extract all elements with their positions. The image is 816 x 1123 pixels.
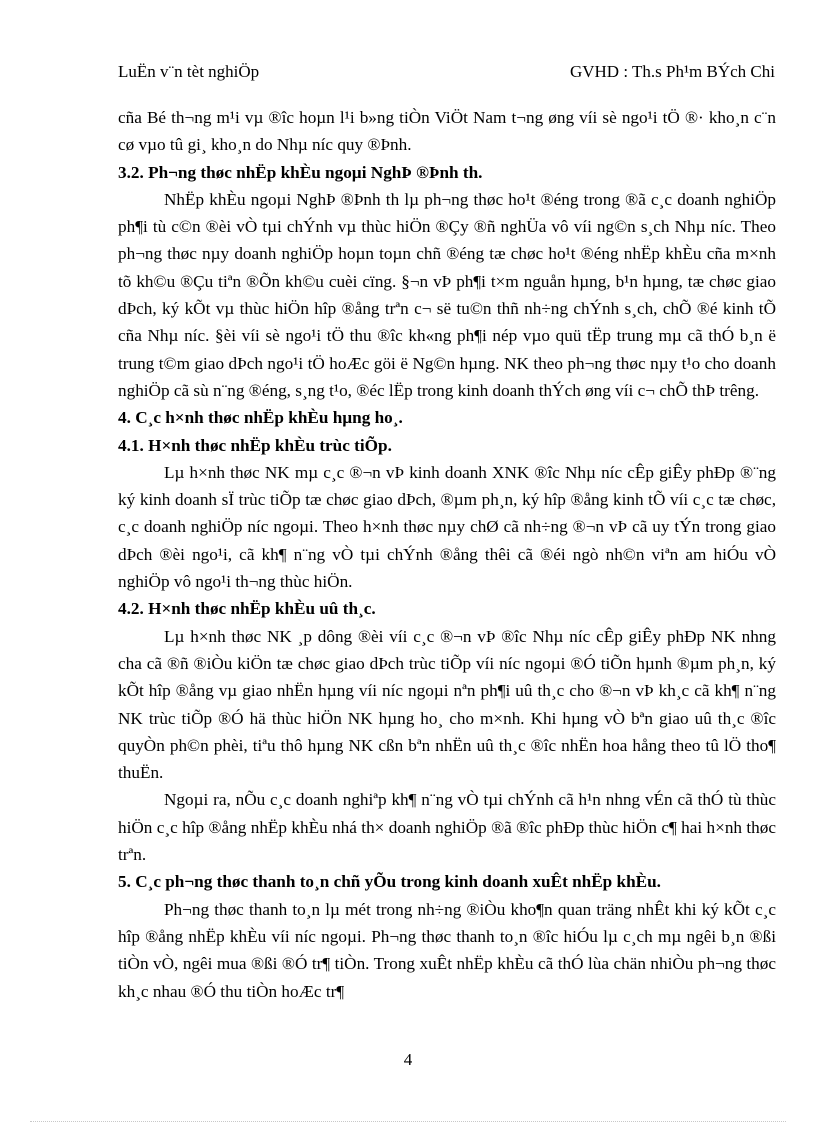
- page-bottom-divider: [30, 1121, 786, 1122]
- paragraph-payment-methods: Ph¬ng thøc thanh to¸n lµ mét trong nh÷ng ®iÒu kho¶n quan träng nhÊt khi ký kÕt c¸c hîp ®ång nhËp khÈu víi níc ngoµi. Ph¬ng thøc thanh to¸n ®îc hiÓu lµ c¸ch mµ ngêi b¸n ®ßi tiÒn vÒ, ngêi mua ®ßi ®Ó tr¶ tiÒn. Trong xuÊt nhËp khÈu cã thÓ lùa chän nhiÒu ph¬ng thøc kh¸c nhau ®Ó thu tiÒn hoÆc tr¶: [118, 899, 776, 1001]
- section-heading-3-2: 3.2. Ph¬ng thøc nhËp khÈu ngoµi NghÞ ®Þnh th.: [118, 162, 483, 182]
- header-thesis-title: LuËn v¨n tèt nghiÖp: [118, 62, 260, 81]
- paragraph-non-protocol-import: NhËp khÈu ngoµi NghÞ ®Þnh th lµ ph¬ng thøc ho¹t ®éng trong ®ã c¸c doanh nghiÖp ph¶i tù c©n ®èi vÒ tµi chÝnh vµ thùc hiÖn ®Çy ®ñ nghÜa vô víi ng©n s¸ch Nhµ níc. Theo ph¬ng thøc nµy doanh nghiÖp hoµn toµn chñ ®éng tæ chøc ho¹t ®éng nhËp khÈu cña m×nh tõ kh©u ®Çu tiªn ®Õn kh©u cuèi cïng. §¬n vÞ ph¶i t×m nguån hµng, b¹n hµng, tæ chøc giao dÞch, ký kÕt vµ thùc hiÖn hîp ®ång trªn c¬ së tu©n thñ nh÷ng chÝnh s¸ch, chÕ ®é kinh tÕ cña Nhµ níc. §èi víi sè ngo¹i tÖ thu ®îc kh«ng ph¶i nép vµo quü tËp trung mµ cã thÓ b¸n ë trung t©m giao dÞch ngo¹i tÖ hoÆc göi ë Ng©n hµng. NK theo ph¬ng thøc nµy t¹o cho doanh nghiÖp cã sù n¨ng ®éng, s¸ng t¹o, ®éc lËp trong kinh doanh thÝch øng víi c¬ chÕ thÞ trêng.: [118, 189, 776, 400]
- paragraph-additional-note: Ngoµi ra, nÕu c¸c doanh nghiªp kh¶ n¨ng vÒ tµi chÝnh cã h¹n nhng vÉn cã thÓ tù thùc hiÖn c¸c hîp ®ång nhËp khÈu nhá th× doanh nghiÖp ®ã ®îc phÐp thùc hiÖn c¶ hai h×nh thøc trªn.: [118, 790, 776, 865]
- paragraph-entrusted-import: Lµ h×nh thøc NK ¸p dông ®èi víi c¸c ®¬n vÞ ®îc Nhµ níc cÊp giÊy phÐp NK nhng cha cã ®ñ ®iÒu kiÖn tæ chøc giao dÞch trùc tiÕp víi níc ngoµi ®Ó tiÕn hµnh ®µm ph¸n, ký kÕt hîp ®ång vµ giao nhËn hµng víi níc ngoµi nªn ph¶i uû th¸c cho ®¬n vÞ kh¸c cã kh¶ n¨ng NK trùc tiÕp ®Ó hä thùc hiÖn NK hµng ho¸ cho m×nh. Khi hµng vÒ bªn giao uû th¸c ®îc quyÒn ph©n phèi, tiªu thô hµng NK cßn bªn nhËn uû th¸c ®îc nhËn hoa hång theo tû lÖ tho¶ thuËn.: [118, 626, 776, 783]
- header-supervisor: GVHD : Th.s Ph¹m BÝch Chi: [569, 62, 775, 81]
- section-heading-4: 4. C¸c h×nh thøc nhËp khÈu hµng ho¸.: [118, 408, 403, 428]
- paragraph-direct-import: Lµ h×nh thøc NK mµ c¸c ®¬n vÞ kinh doanh XNK ®îc Nhµ níc cÊp giÊy phÐp ®¨ng ký kinh doanh sÏ trùc tiÕp tæ chøc giao dÞch, ®µm ph¸n, ký hîp ®ång kinh tÕ víi c¸c tæ chøc, c¸c doanh nghiÖp níc ngoµi. Theo h×nh thøc nµy chØ cã nh÷ng ®¬n vÞ cã uy tÝn trong giao dÞch ®èi ngo¹i, cã kh¶ n¨ng vÒ tµi chÝnh ®ång thêi cã ®éi ngò nh©n viªn am hiÓu vÒ nghiÖp vô ngo¹i th¬ng thùc hiÖn.: [118, 462, 776, 592]
- page-number: 4: [403, 1050, 413, 1069]
- section-heading-4-2: 4.2. H×nh thøc nhËp khÈu uû th¸c.: [118, 599, 376, 619]
- paragraph-continuation: cña Bé th¬ng m¹i vµ ®îc hoµn l¹i b»ng tiÒn ViÖt Nam t¬ng øng víi sè ngo¹i tÖ ®· kho¸n c¨n cø vµo tû gi¸ kho¸n do Nhµ níc quy ®Þnh.: [118, 108, 776, 155]
- section-heading-4-1: 4.1. H×nh thøc nhËp khÈu trùc tiÕp.: [118, 435, 392, 455]
- document-body: [118, 104, 776, 1005]
- section-heading-5: 5. C¸c ph¬ng thøc thanh to¸n chñ yÕu trong kinh doanh xuÊt nhËp khÈu.: [118, 872, 661, 892]
- page-header: [118, 62, 775, 88]
